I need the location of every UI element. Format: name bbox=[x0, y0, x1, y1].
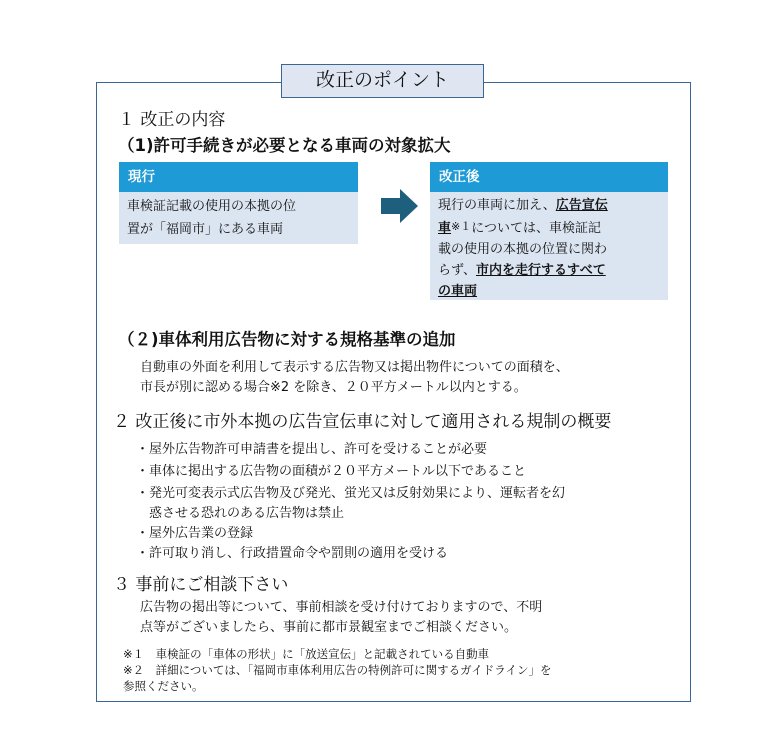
sub2-line-1: 自動車の外面を利用して表示する広告物又は掲出物件についての面積を、 bbox=[140, 360, 569, 375]
section1-heading: １ 改正の内容 bbox=[118, 110, 226, 130]
revised-line-4a: らず、 bbox=[438, 263, 476, 278]
current-line-2: 置が「福岡市」にある車両 bbox=[127, 222, 284, 237]
section2-item: ・屋外広告物許可申請書を提出し、許可を受けることが必要 bbox=[136, 442, 488, 457]
section2-heading: ２ 改正後に市外本拠の広告宣伝車に対して適用される規制の概要 bbox=[113, 412, 612, 432]
sub2-line-2: 市長が別に認める場合※2 を除き、２０平方メートル以内とする。 bbox=[140, 380, 527, 395]
page-title: 改正のポイント bbox=[281, 64, 484, 98]
current-card-header: 現行 bbox=[119, 162, 358, 192]
current-card-body bbox=[119, 192, 358, 244]
note-3: 参照ください。 bbox=[123, 679, 204, 693]
section3-heading: ３ 事前にご相談下さい bbox=[113, 575, 289, 595]
revised-card-body bbox=[430, 192, 668, 300]
revised-line-1a: 現行の車両に加え、 bbox=[438, 198, 556, 213]
revised-line-2a: 車 bbox=[438, 221, 452, 236]
revised-line-4b: 市内を走行するすべて bbox=[475, 263, 606, 278]
section1-sub2-heading: （２)車体利用広告物に対する規格基準の追加 bbox=[118, 330, 456, 349]
revised-card-header: 改正後 bbox=[430, 162, 668, 192]
revised-line-3: 載の使用の本拠の位置に関わ bbox=[438, 242, 608, 257]
section2-item: 惑させる恐れのある広告物は禁止 bbox=[136, 506, 345, 521]
revised-line-2b: ※１ bbox=[451, 220, 472, 233]
section1-sub1-heading: （1)許可手続きが必要となる車両の対象拡大 bbox=[118, 136, 451, 155]
section2-item: ・発光可変表示式広告物及び発光、蛍光又は反射効果により、運転者を幻 bbox=[136, 486, 566, 501]
note-2: ※２ 詳細については、「福岡市車体利用広告の特例許可に関するガイドライン」を bbox=[123, 663, 552, 677]
section2-item: ・許可取り消し、行政措置命令や罰則の適用を受ける bbox=[136, 546, 449, 561]
revised-line-2c: については、車検証記 bbox=[471, 221, 601, 236]
revised-line-1b: 広告宣伝 bbox=[555, 198, 608, 213]
section2-item: ・屋外広告業の登録 bbox=[136, 526, 254, 541]
section2-item: ・車体に掲出する広告物の面積が２０平方メートル以下であること bbox=[136, 464, 527, 479]
note-1: ※１ 車検証の「車体の形状」に「放送宣伝」と記載されている自動車 bbox=[123, 647, 490, 661]
section3-line-1: 広告物の掲出等について、事前相談を受け付けておりますので、不明 bbox=[140, 600, 543, 615]
revised-line-5: の車両 bbox=[438, 284, 478, 299]
section3-line-2: 点等がございましたら、事前に都市景観室までご相談ください。 bbox=[140, 620, 518, 635]
right-arrow-icon bbox=[381, 188, 419, 224]
current-line-1: 車検証記載の使用の本拠の位 bbox=[127, 199, 297, 214]
